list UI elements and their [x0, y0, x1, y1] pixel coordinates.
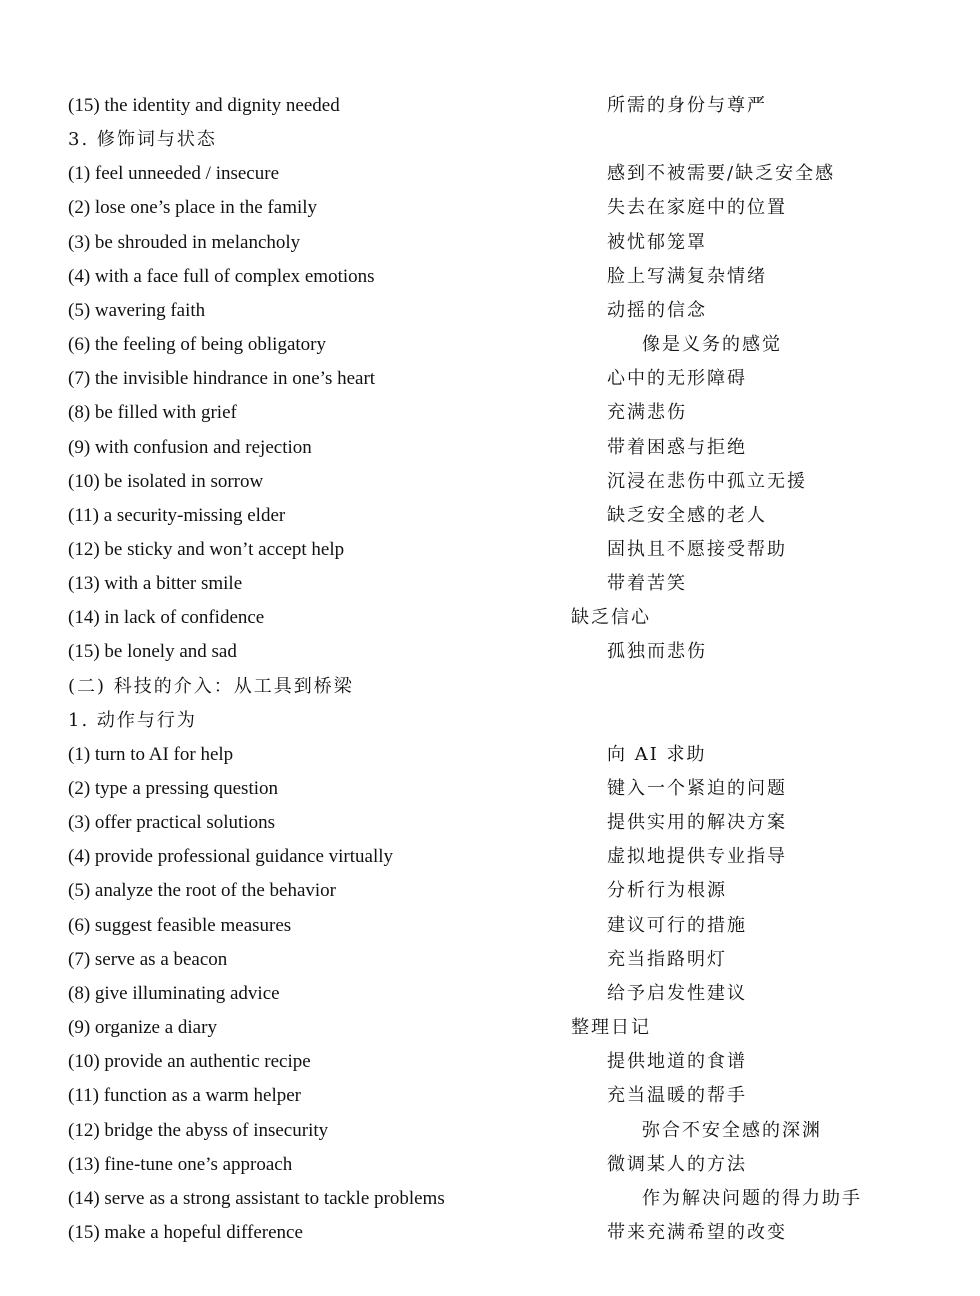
vocab-entry	[0, 778, 980, 812]
vocab-entry	[0, 437, 980, 471]
english-phrase: (5) analyze the root of the behavior	[68, 880, 336, 902]
vocab-entry	[0, 915, 980, 949]
english-phrase: (4) provide professional guidance virtually	[68, 846, 394, 868]
chinese-translation: 脸上写满复杂情绪	[607, 265, 767, 287]
vocab-entry	[0, 232, 980, 266]
english-phrase: (8) give illuminating advice	[68, 982, 280, 1004]
chinese-translation: 弥合不安全感的深渊	[642, 1119, 822, 1141]
english-phrase: (13) with a bitter smile	[68, 573, 243, 595]
chinese-translation: 心中的无形障碍	[607, 368, 747, 390]
vocab-entry	[0, 641, 980, 675]
section-heading: 1. 动作与行为	[68, 709, 197, 731]
english-phrase: (5) wavering faith	[68, 299, 206, 321]
chinese-translation: 虚拟地提供专业指导	[607, 846, 787, 868]
vocab-entry	[0, 949, 980, 983]
english-phrase: (15) the identity and dignity needed	[68, 95, 340, 116]
vocab-entry	[0, 1017, 980, 1051]
vocab-entry	[0, 1154, 980, 1188]
section-heading: 3. 修饰词与状态	[68, 129, 217, 151]
english-phrase: (6) suggest feasible measures	[68, 914, 292, 936]
chinese-translation: 失去在家庭中的位置	[607, 197, 787, 219]
chinese-translation: 沉浸在悲伤中孤立无援	[607, 470, 807, 492]
english-phrase: (3) offer practical solutions	[68, 812, 275, 834]
chinese-translation: 提供地道的食谱	[607, 1051, 747, 1073]
vocab-entry	[0, 607, 980, 641]
chinese-translation: 给予启发性建议	[607, 982, 747, 1004]
vocab-entry	[0, 539, 980, 573]
chinese-translation: 带着困惑与拒绝	[607, 436, 747, 458]
english-phrase: (7) the invisible hindrance in one’s heart	[68, 368, 376, 390]
vocab-entry	[0, 163, 980, 197]
chinese-translation: 整理日记	[571, 1017, 651, 1038]
chinese-translation: 充当温暖的帮手	[607, 1085, 747, 1107]
vocab-entry	[0, 1051, 980, 1085]
english-phrase: (7) serve as a beacon	[68, 948, 228, 970]
english-phrase: (15) be lonely and sad	[68, 641, 237, 663]
vocab-entry	[0, 880, 980, 914]
english-phrase: (8) be filled with grief	[68, 402, 237, 424]
vocab-entry	[0, 1188, 980, 1222]
vocab-entry	[0, 812, 980, 846]
section-heading-line	[0, 676, 980, 710]
english-phrase: (12) bridge the abyss of insecurity	[68, 1119, 329, 1141]
chinese-translation: 动摇的信念	[607, 299, 707, 321]
vocab-entry	[0, 505, 980, 539]
chinese-translation: 向 AI 求助	[607, 743, 707, 765]
vocab-entry	[0, 197, 980, 231]
vocab-entry	[0, 300, 980, 334]
chinese-translation: 充满悲伤	[607, 402, 687, 424]
vocab-entry	[0, 1222, 980, 1256]
vocab-entry	[0, 744, 980, 778]
vocab-entry	[0, 573, 980, 607]
vocab-entry	[0, 983, 980, 1017]
chinese-translation: 带来充满希望的改变	[607, 1222, 787, 1243]
english-phrase: (9) with confusion and rejection	[68, 436, 312, 458]
chinese-translation: 建议可行的措施	[607, 914, 747, 936]
section-heading: (二) 科技的介入：从工具到桥梁	[68, 675, 354, 697]
chinese-translation: 固执且不愿接受帮助	[607, 539, 787, 560]
chinese-translation: 充当指路明灯	[607, 948, 727, 970]
chinese-translation: 缺乏信心	[571, 607, 651, 629]
english-phrase: (13) fine-tune one’s approach	[68, 1153, 293, 1175]
english-phrase: (6) the feeling of being obligatory	[68, 334, 327, 355]
vocab-entry	[0, 846, 980, 880]
vocab-entry	[0, 266, 980, 300]
vocab-entry	[0, 95, 980, 129]
english-phrase: (14) serve as a strong assistant to tackle problems	[68, 1187, 445, 1209]
english-phrase: (4) with a face full of complex emotions	[68, 265, 375, 287]
english-phrase: (10) be isolated in sorrow	[68, 470, 264, 492]
english-phrase: (15) make a hopeful difference	[68, 1222, 303, 1243]
chinese-translation: 分析行为根源	[607, 880, 727, 902]
section-heading-line	[0, 710, 980, 744]
chinese-translation: 感到不被需要/缺乏安全感	[607, 163, 836, 185]
english-phrase: (11) function as a warm helper	[68, 1085, 302, 1107]
english-phrase: (14) in lack of confidence	[68, 607, 265, 629]
chinese-translation: 孤独而悲伤	[607, 641, 707, 663]
chinese-translation: 作为解决问题的得力助手	[642, 1187, 862, 1209]
chinese-translation: 所需的身份与尊严	[607, 95, 767, 116]
english-phrase: (12) be sticky and won’t accept help	[68, 539, 345, 560]
english-phrase: (3) be shrouded in melancholy	[68, 231, 301, 253]
chinese-translation: 键入一个紧迫的问题	[607, 778, 787, 799]
chinese-translation: 带着苦笑	[607, 573, 687, 595]
english-phrase: (1) feel unneeded / insecure	[68, 163, 280, 185]
chinese-translation: 被忧郁笼罩	[607, 231, 707, 253]
vocab-entry	[0, 471, 980, 505]
vocab-entry	[0, 1120, 980, 1154]
english-phrase: (10) provide an authentic recipe	[68, 1051, 311, 1073]
english-phrase: (11) a security-missing elder	[68, 504, 286, 526]
english-phrase: (1) turn to AI for help	[68, 743, 234, 765]
chinese-translation: 像是义务的感觉	[642, 334, 782, 355]
english-phrase: (9) organize a diary	[68, 1017, 217, 1038]
chinese-translation: 微调某人的方法	[607, 1153, 747, 1175]
chinese-translation: 提供实用的解决方案	[607, 812, 787, 834]
english-phrase: (2) lose one’s place in the family	[68, 197, 318, 219]
english-phrase: (2) type a pressing question	[68, 778, 279, 799]
vocab-entry	[0, 334, 980, 368]
vocab-entry	[0, 1085, 980, 1119]
section-heading-line	[0, 129, 980, 163]
vocab-entry	[0, 402, 980, 436]
chinese-translation: 缺乏安全感的老人	[607, 504, 767, 526]
vocab-entry	[0, 368, 980, 402]
